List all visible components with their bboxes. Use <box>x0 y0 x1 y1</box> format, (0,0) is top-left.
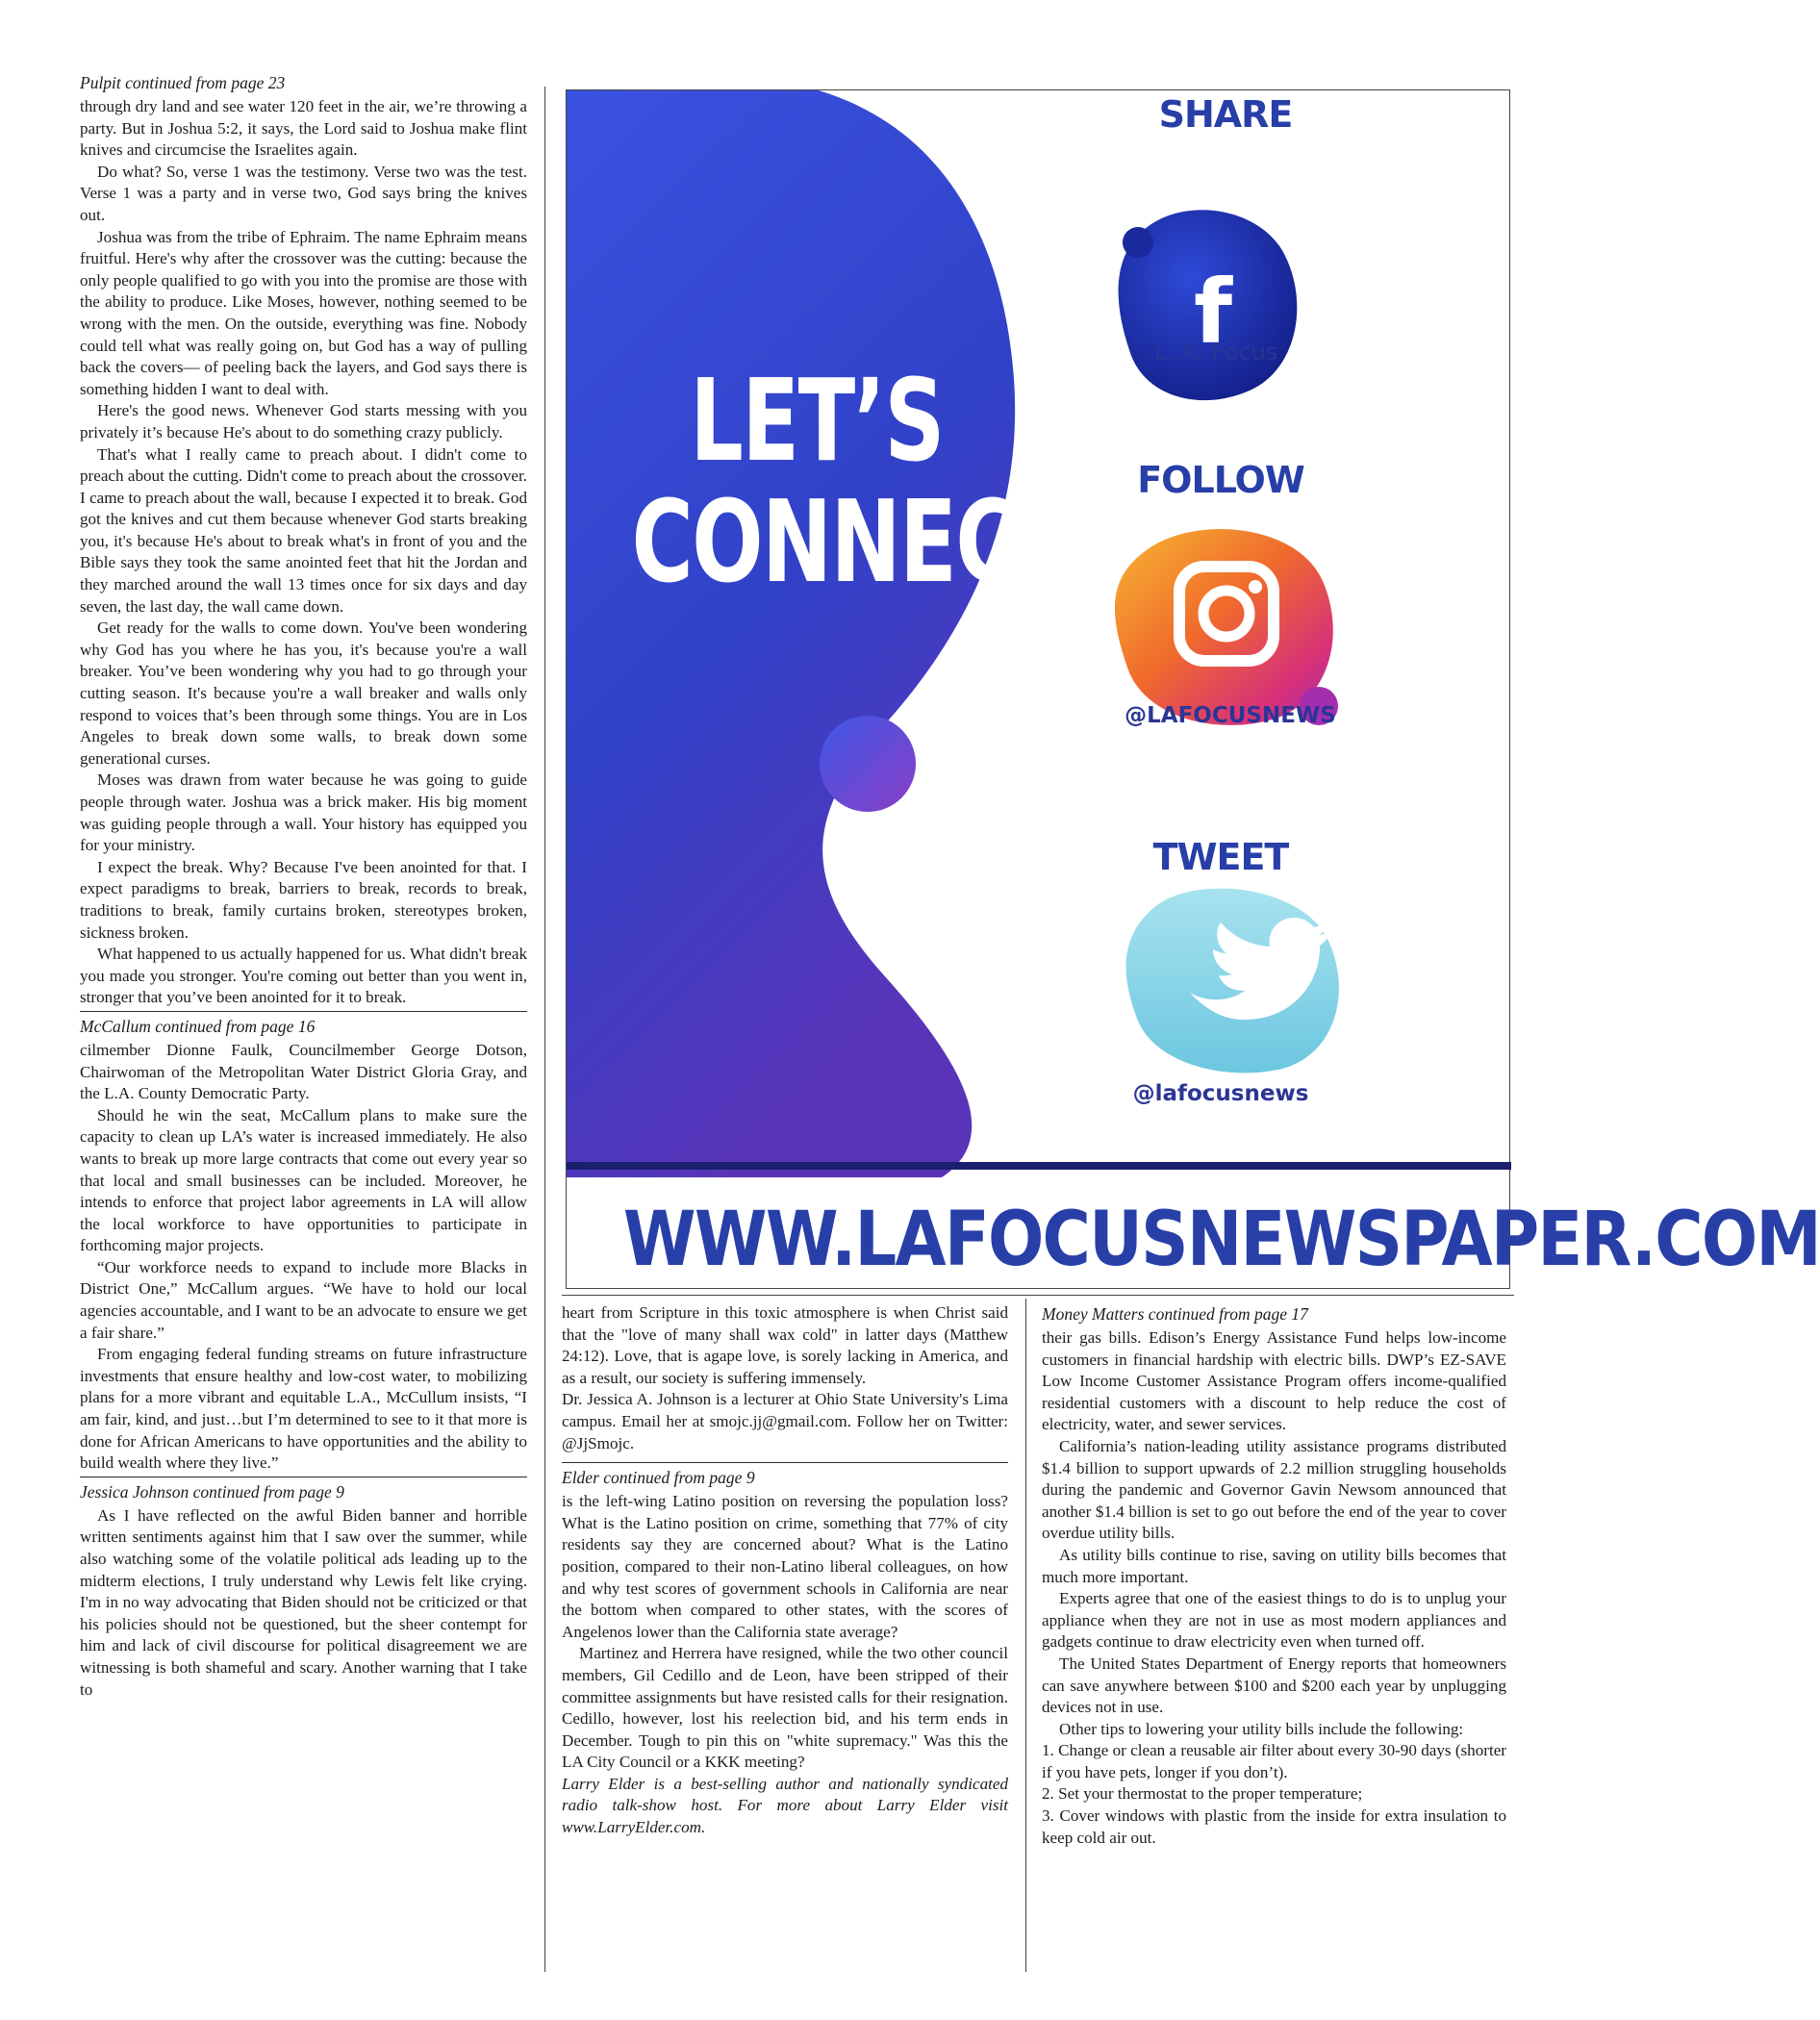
ad-background-art <box>567 90 1820 1290</box>
jump-line-pulpit: Pulpit continued from page 23 <box>80 73 286 92</box>
facebook-glyph: f <box>1193 261 1233 364</box>
paragraph: Other tips to lowering your utility bills include the following: <box>1059 1719 1464 1738</box>
share-label: SHARE <box>1158 93 1293 136</box>
paragraph: I expect the break. Why? Because I've been anointed for that. I expect paradigms to break, barriers to break, records to break, traditions to break, family curtains broken, stereotypes broken, sickness broken. <box>80 857 527 942</box>
paragraph: As utility bills continue to rise, saving on utility bills becomes that much more important. <box>1042 1545 1506 1586</box>
paragraph: Joshua was from the tribe of Ephraim. The name Ephraim means fruitful. Here's why after the crossover was the cutting: because the only people qualified to go with you into the promise are those with the ability to produce. Like Moses, however, nothing seemed to be wrong with the men. On the outside, everything was fine. Nobody could tell what was really going on, but God has a way of pulling back the covers— of peeling back the layers, and God says there is something hidden I want to deal with. <box>80 227 527 398</box>
tweet-label: TWEET <box>1152 836 1289 878</box>
johnson-article <box>80 1505 527 1701</box>
jump-line-johnson: Jessica Johnson continued from page 9 <box>80 1481 344 1502</box>
facebook-handle[interactable]: L. A. Focus <box>1153 339 1278 366</box>
right-column <box>1042 1302 1506 1849</box>
twitter-handle[interactable]: @lafocusnews <box>1132 1081 1309 1106</box>
facebook-icon <box>1119 210 1298 400</box>
johnson-article-continued <box>562 1302 1008 1454</box>
paragraph: is the left-wing Latino position on reversing the population loss? What is the Latino position on crime, something that 77% of city residents say they are concerned about? What is the Latino position, compared to their non-Latino liberal colleagues, on how and why test scores of government schools in California are near the bottom when compared to other states, with the scores of Angelenos lower than the California state average? <box>562 1492 1008 1641</box>
paragraph: their gas bills. Edison’s Energy Assistance Fund helps low-income customers in financial hardship with electric bills. DWP’s EZ-SAVE Low Income Customer Assistance Program offers income-qualified residential customers with a discount to help reduce the cost of electricity, water, and sewer services. <box>1042 1328 1506 1434</box>
section-divider <box>562 1462 1008 1463</box>
paragraph: Here's the good news. Whenever God starts messing with you privately it’s because He's about to do something crazy publicly. <box>80 401 527 442</box>
ad-bottom-rule <box>562 1295 1514 1296</box>
paragraph: Should he win the seat, McCallum plans to make sure the capacity to clean up LA’s water is increased immediately. He also wants to break up more large contracts that come out every year so that local and small businesses can be included. Moreover, he intends to enforce that project labor agreements in LA will allow the local workforce to have opportunities to participate in forthcoming major projects. <box>80 1105 527 1255</box>
paragraph: Martinez and Herrera have resigned, while the two other council members, Gil Cedillo and de Leon, have been stripped of their committee assignments but have resisted calls for their resignation. Cedillo, however, lost his reelection bid, and his term ends in December. Tough to pin this on "white supremacy." Was this the LA City Council or a KKK meeting? <box>562 1644 1008 1772</box>
paragraph: That's what I really came to preach about. I didn't come to preach about the cutting. Didn't come to preach about the crossover. I came to preach about the wall, because I expected it to break. God got the knives and cut them because whenever God starts breaking you, it's because He's about to break what's in front of you and the Bible says they took the same anointed feet that hit the Jordan and they marched around the wall 13 times once for six days and day seven, the last day, the wall came down. <box>80 444 527 616</box>
twitter-icon <box>1126 889 1339 1073</box>
column-divider <box>544 87 545 1972</box>
tip-item: 3. Cover windows with plastic from the inside for extra insulation to keep cold air out. <box>1042 1806 1506 1847</box>
instagram-icon <box>1115 529 1338 725</box>
money-matters-article <box>1042 1327 1506 1849</box>
paragraph: As I have reflected on the awful Biden banner and horrible written sentiments against him that I saw over the summer, while also watching some of the volatile political ads leading up to the midterm elections, I truly understand why Lewis felt like crying. I'm in no way advocating that Biden should not be criticized or that his policies should not be questioned, but the sheer contempt for him and lack of civil discourse for political disagreement we are witnessing is both shameful and scary. Another warning that I take to <box>80 1505 527 1699</box>
section-divider <box>80 1011 527 1012</box>
headline-line: CONNECT <box>631 475 1073 608</box>
author-bio: Dr. Jessica A. Johnson is a lecturer at Ohio State University's Lima campus. Email her at smojc.jj@gmail.com. Follow her on Twitter: @JjSmojc. <box>562 1390 1008 1452</box>
paragraph: Do what? So, verse 1 was the testimony. Verse two was the test. Verse 1 was a party and in verse two, God says bring the knives out. <box>80 162 527 224</box>
headline-line: LET’S <box>690 354 944 487</box>
lets-connect-ad <box>566 89 1820 1289</box>
elder-article <box>562 1491 1008 1839</box>
ad-headline <box>631 354 1073 608</box>
mccallum-article <box>80 1040 527 1475</box>
paragraph: Get ready for the walls to come down. You've been wondering why God has you where he has you, it's because you're a wall breaker. You’ve been wondering why you had to go through your cutting season. It's because you're a wall breaker and walls only respond to voices that’s been through some things. You are in Los Angeles to break down some walls, to break down some generational curses. <box>80 619 527 768</box>
paragraph: Moses was drawn from water because he was going to guide people through water. Joshua was a brick maker. His big moment was guiding people through a wall. Your history has equipped you for your ministry. <box>80 770 527 855</box>
middle-column <box>562 1302 1008 1839</box>
decorative-ball <box>820 716 916 812</box>
paragraph: Experts agree that one of the easiest things to do is to unplug your appliance when they are not in use as most modern appliances and gadgets continue to draw electricity even when turned off. <box>1042 1589 1506 1652</box>
jump-line-money-matters: Money Matters continued from page 17 <box>1042 1304 1308 1324</box>
paragraph: California’s nation-leading utility assistance programs distributed $1.4 billion to support upwards of 2.2 million struggling households during the pandemic and Governor Gavin Newsom announced that another $1.4 billion is set to go out before the end of the year to cover overdue utility bills. <box>1042 1436 1506 1543</box>
paragraph: cilmember Dionne Faulk, Councilmember George Dotson, Chairwoman of the Metropolitan Water District Gloria Gray, and the L.A. County Democratic Party. <box>80 1040 527 1103</box>
paragraph: What happened to us actually happened for us. What didn't break you made you stronger. You're coming out better than you went in, stronger that you’ve been anointed for it to break. <box>80 945 527 1007</box>
jump-line-elder: Elder continued from page 9 <box>562 1468 755 1488</box>
paragraph: heart from Scripture in this toxic atmosphere is when Christ said that the "love of many shall wax cold" in latter days (Matthew 24:12). Love, that is agape love, is sorely lacking in America, and as a result, our society is suffering immensely. <box>562 1303 1008 1387</box>
pulpit-article <box>80 96 527 1009</box>
paragraph: through dry land and see water 120 feet in the air, we’re throwing a party. But in Joshua 5:2, it says, the Lord said to Joshua make flint knives and circumcise the Israelites again. <box>80 97 527 160</box>
left-column <box>80 71 527 1701</box>
jump-line-mccallum: McCallum continued from page 16 <box>80 1016 316 1036</box>
column-divider <box>1025 1299 1026 1972</box>
website-url[interactable]: WWW.LAFOCUSNEWSPAPER.COM <box>622 1197 1820 1283</box>
paragraph: The United States Department of Energy reports that homeowners can save anywhere between $100 and $200 each year by unplugging devices not in use. <box>1042 1654 1506 1717</box>
follow-label: FOLLOW <box>1137 459 1304 501</box>
paragraph: From engaging federal funding streams on future infrastructure investments that ensure healthy and low-cost water, to mobilizing plans for a more vibrant and equitable L.A., McCullum insists, “I am fair, kind, and just…but I’m determined to see to it that more is done for African Americans to have opportunities and the ability to build wealth where they live.” <box>80 1345 527 1473</box>
tip-item: 2. Set your thermostat to the proper temperature; <box>1042 1784 1363 1804</box>
author-bio: Larry Elder is a best-selling author and nationally syndicated radio talk-show host. For more about Larry Elder visit www.LarryElder.com. <box>562 1774 1008 1837</box>
paragraph: “Our workforce needs to expand to include more Blacks in District One,” McCallum argues. “We have to hold our local agencies accountable, and I want to be an advocate to ensure we get a fair share.” <box>80 1257 527 1342</box>
instagram-handle[interactable]: @LAFOCUSNEWS <box>1125 703 1336 728</box>
tip-item: 1. Change or clean a reusable air filter about every 30-90 days (shorter if you have pets, longer if you don’t). <box>1042 1741 1506 1781</box>
